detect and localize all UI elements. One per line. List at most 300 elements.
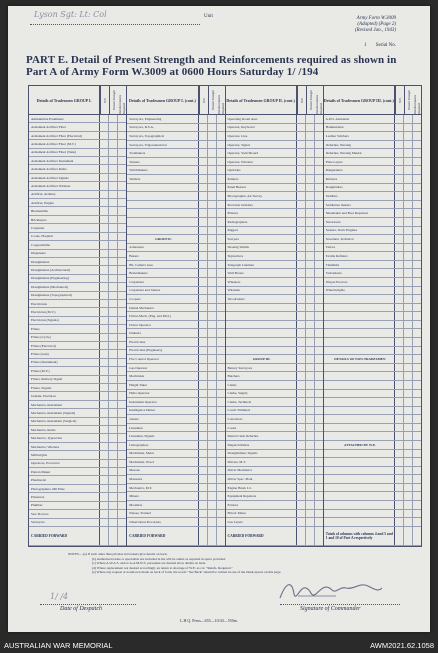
entry-cell[interactable] — [100, 300, 109, 307]
entry-cell[interactable] — [208, 527, 217, 545]
entry-cell[interactable] — [199, 201, 208, 209]
entry-cell[interactable] — [306, 329, 315, 337]
entry-cell[interactable] — [315, 407, 323, 415]
entry-cell[interactable] — [217, 450, 225, 458]
entry-cell[interactable] — [413, 510, 421, 518]
entry-cell[interactable] — [315, 441, 323, 449]
entry-cell[interactable] — [217, 467, 225, 475]
entry-cell[interactable] — [404, 175, 413, 183]
entry-cell[interactable] — [297, 158, 306, 166]
entry-cell[interactable] — [118, 241, 126, 248]
entry-cell[interactable] — [413, 329, 421, 337]
entry-cell[interactable] — [395, 166, 404, 174]
entry-cell[interactable] — [109, 115, 118, 122]
entry-cell[interactable] — [395, 218, 404, 226]
entry-cell[interactable] — [100, 460, 109, 467]
entry-cell[interactable] — [199, 441, 208, 449]
entry-cell[interactable] — [100, 325, 109, 332]
entry-cell[interactable] — [109, 409, 118, 416]
entry-cell[interactable] — [208, 192, 217, 200]
entry-cell[interactable] — [315, 355, 323, 363]
entry-cell[interactable] — [315, 201, 323, 209]
entry-cell[interactable] — [404, 149, 413, 157]
entry-cell[interactable] — [404, 381, 413, 389]
entry-cell[interactable] — [297, 432, 306, 440]
entry-cell[interactable] — [306, 158, 315, 166]
entry-cell[interactable] — [297, 467, 306, 475]
entry-cell[interactable] — [118, 216, 126, 223]
entry-cell[interactable] — [404, 287, 413, 295]
entry-cell[interactable] — [404, 492, 413, 500]
entry-cell[interactable] — [315, 372, 323, 380]
entry-cell[interactable] — [306, 510, 315, 518]
entry-cell[interactable] — [315, 492, 323, 500]
entry-cell[interactable] — [306, 201, 315, 209]
entry-cell[interactable] — [118, 519, 126, 526]
entry-cell[interactable] — [306, 390, 315, 398]
entry-cell[interactable] — [217, 518, 225, 526]
entry-cell[interactable] — [297, 184, 306, 192]
entry-cell[interactable] — [404, 158, 413, 166]
entry-cell[interactable] — [306, 518, 315, 526]
entry-cell[interactable] — [100, 123, 109, 130]
entry-cell[interactable] — [297, 115, 306, 123]
entry-cell[interactable] — [315, 338, 323, 346]
entry-cell[interactable] — [100, 266, 109, 273]
entry-cell[interactable] — [395, 407, 404, 415]
entry-cell[interactable] — [395, 450, 404, 458]
entry-cell[interactable] — [404, 166, 413, 174]
entry-cell[interactable] — [404, 518, 413, 526]
entry-cell[interactable] — [208, 321, 217, 329]
entry-cell[interactable] — [208, 347, 217, 355]
entry-cell[interactable] — [100, 376, 109, 383]
entry-cell[interactable] — [208, 398, 217, 406]
entry-cell[interactable] — [208, 269, 217, 277]
entry-cell[interactable] — [100, 308, 109, 315]
entry-cell[interactable] — [199, 355, 208, 363]
entry-cell[interactable] — [217, 432, 225, 440]
entry-cell[interactable] — [208, 227, 217, 235]
entry-cell[interactable] — [217, 364, 225, 372]
entry-cell[interactable] — [217, 115, 225, 123]
entry-cell[interactable] — [297, 372, 306, 380]
entry-cell[interactable] — [297, 338, 306, 346]
entry-cell[interactable] — [413, 518, 421, 526]
entry-cell[interactable] — [395, 304, 404, 312]
entry-cell[interactable] — [404, 295, 413, 303]
entry-cell[interactable] — [395, 467, 404, 475]
entry-cell[interactable] — [404, 432, 413, 440]
entry-cell[interactable] — [109, 140, 118, 147]
entry-cell[interactable] — [297, 278, 306, 286]
entry-cell[interactable] — [306, 278, 315, 286]
entry-cell[interactable] — [395, 321, 404, 329]
entry-cell[interactable] — [208, 364, 217, 372]
entry-cell[interactable] — [306, 124, 315, 132]
entry-cell[interactable] — [217, 304, 225, 312]
entry-cell[interactable] — [109, 367, 118, 374]
entry-cell[interactable] — [297, 141, 306, 149]
entry-cell[interactable] — [100, 241, 109, 248]
entry-cell[interactable] — [109, 485, 118, 492]
entry-cell[interactable] — [306, 209, 315, 217]
entry-cell[interactable] — [100, 434, 109, 441]
entry-cell[interactable] — [315, 141, 323, 149]
entry-cell[interactable] — [118, 384, 126, 391]
entry-cell[interactable] — [100, 510, 109, 517]
entry-cell[interactable] — [404, 347, 413, 355]
entry-cell[interactable] — [100, 519, 109, 526]
entry-cell[interactable] — [109, 527, 118, 545]
entry-cell[interactable] — [217, 295, 225, 303]
entry-cell[interactable] — [208, 201, 217, 209]
entry-cell[interactable] — [217, 252, 225, 260]
entry-cell[interactable] — [118, 367, 126, 374]
entry-cell[interactable] — [118, 275, 126, 282]
entry-cell[interactable] — [297, 518, 306, 526]
entry-cell[interactable] — [395, 124, 404, 132]
entry-cell[interactable] — [413, 201, 421, 209]
entry-cell[interactable] — [413, 527, 421, 545]
entry-cell[interactable] — [404, 390, 413, 398]
entry-cell[interactable] — [413, 467, 421, 475]
entry-cell[interactable] — [315, 261, 323, 269]
entry-cell[interactable] — [413, 115, 421, 123]
entry-cell[interactable] — [404, 261, 413, 269]
entry-cell[interactable] — [297, 209, 306, 217]
entry-cell[interactable] — [395, 458, 404, 466]
entry-cell[interactable] — [297, 218, 306, 226]
entry-cell[interactable] — [315, 278, 323, 286]
entry-cell[interactable] — [199, 338, 208, 346]
entry-cell[interactable] — [315, 432, 323, 440]
entry-cell[interactable] — [315, 501, 323, 509]
entry-cell[interactable] — [315, 115, 323, 123]
entry-cell[interactable] — [404, 338, 413, 346]
entry-cell[interactable] — [199, 304, 208, 312]
entry-cell[interactable] — [395, 175, 404, 183]
entry-cell[interactable] — [413, 141, 421, 149]
entry-cell[interactable] — [208, 475, 217, 483]
entry-cell[interactable] — [109, 149, 118, 156]
entry-cell[interactable] — [109, 384, 118, 391]
entry-cell[interactable] — [199, 347, 208, 355]
entry-cell[interactable] — [404, 269, 413, 277]
entry-cell[interactable] — [306, 424, 315, 432]
entry-cell[interactable] — [297, 269, 306, 277]
entry-cell[interactable] — [297, 252, 306, 260]
entry-cell[interactable] — [306, 501, 315, 509]
entry-cell[interactable] — [395, 312, 404, 320]
entry-cell[interactable] — [315, 158, 323, 166]
entry-cell[interactable] — [208, 175, 217, 183]
entry-cell[interactable] — [306, 261, 315, 269]
entry-cell[interactable] — [109, 250, 118, 257]
entry-cell[interactable] — [109, 502, 118, 509]
entry-cell[interactable] — [100, 224, 109, 231]
entry-cell[interactable] — [199, 432, 208, 440]
entry-cell[interactable] — [306, 321, 315, 329]
entry-cell[interactable] — [199, 372, 208, 380]
entry-cell[interactable] — [199, 132, 208, 140]
entry-cell[interactable] — [413, 278, 421, 286]
entry-cell[interactable] — [306, 132, 315, 140]
entry-cell[interactable] — [217, 158, 225, 166]
entry-cell[interactable] — [395, 261, 404, 269]
entry-cell[interactable] — [404, 501, 413, 509]
entry-cell[interactable] — [118, 266, 126, 273]
entry-cell[interactable] — [109, 157, 118, 164]
entry-cell[interactable] — [199, 527, 208, 545]
entry-cell[interactable] — [199, 424, 208, 432]
entry-cell[interactable] — [217, 141, 225, 149]
entry-cell[interactable] — [109, 123, 118, 130]
entry-cell[interactable] — [199, 166, 208, 174]
entry-cell[interactable] — [109, 224, 118, 231]
entry-cell[interactable] — [100, 283, 109, 290]
entry-cell[interactable] — [109, 426, 118, 433]
entry-cell[interactable] — [217, 510, 225, 518]
entry-cell[interactable] — [413, 184, 421, 192]
entry-cell[interactable] — [297, 166, 306, 174]
entry-cell[interactable] — [208, 287, 217, 295]
entry-cell[interactable] — [118, 317, 126, 324]
entry-cell[interactable] — [100, 157, 109, 164]
entry-cell[interactable] — [413, 166, 421, 174]
entry-cell[interactable] — [109, 342, 118, 349]
entry-cell[interactable] — [315, 398, 323, 406]
entry-cell[interactable] — [208, 467, 217, 475]
entry-cell[interactable] — [297, 484, 306, 492]
entry-cell[interactable] — [315, 218, 323, 226]
entry-cell[interactable] — [306, 235, 315, 243]
entry-cell[interactable] — [100, 182, 109, 189]
entry-cell[interactable] — [217, 527, 225, 545]
entry-cell[interactable] — [315, 166, 323, 174]
entry-cell[interactable] — [217, 244, 225, 252]
entry-cell[interactable] — [199, 381, 208, 389]
entry-cell[interactable] — [413, 432, 421, 440]
entry-cell[interactable] — [315, 287, 323, 295]
entry-cell[interactable] — [297, 132, 306, 140]
entry-cell[interactable] — [199, 244, 208, 252]
entry-cell[interactable] — [109, 376, 118, 383]
entry-cell[interactable] — [306, 484, 315, 492]
entry-cell[interactable] — [109, 275, 118, 282]
entry-cell[interactable] — [395, 381, 404, 389]
entry-cell[interactable] — [306, 218, 315, 226]
entry-cell[interactable] — [118, 451, 126, 458]
entry-cell[interactable] — [100, 502, 109, 509]
entry-cell[interactable] — [100, 233, 109, 240]
entry-cell[interactable] — [413, 312, 421, 320]
entry-cell[interactable] — [208, 381, 217, 389]
entry-cell[interactable] — [208, 141, 217, 149]
entry-cell[interactable] — [315, 235, 323, 243]
entry-cell[interactable] — [199, 329, 208, 337]
entry-cell[interactable] — [199, 364, 208, 372]
entry-cell[interactable] — [199, 149, 208, 157]
entry-cell[interactable] — [297, 287, 306, 295]
entry-cell[interactable] — [100, 384, 109, 391]
entry-cell[interactable] — [315, 269, 323, 277]
entry-cell[interactable] — [217, 227, 225, 235]
entry-cell[interactable] — [413, 492, 421, 500]
entry-cell[interactable] — [118, 342, 126, 349]
entry-cell[interactable] — [315, 450, 323, 458]
entry-cell[interactable] — [118, 468, 126, 475]
entry-cell[interactable] — [404, 312, 413, 320]
entry-cell[interactable] — [413, 347, 421, 355]
entry-cell[interactable] — [413, 390, 421, 398]
entry-cell[interactable] — [118, 443, 126, 450]
entry-cell[interactable] — [217, 338, 225, 346]
entry-cell[interactable] — [413, 252, 421, 260]
entry-cell[interactable] — [297, 407, 306, 415]
entry-cell[interactable] — [118, 283, 126, 290]
entry-cell[interactable] — [217, 458, 225, 466]
entry-cell[interactable] — [109, 292, 118, 299]
entry-cell[interactable] — [297, 124, 306, 132]
entry-cell[interactable] — [208, 278, 217, 286]
entry-cell[interactable] — [100, 149, 109, 156]
entry-cell[interactable] — [208, 252, 217, 260]
entry-cell[interactable] — [118, 149, 126, 156]
entry-cell[interactable] — [199, 218, 208, 226]
entry-cell[interactable] — [208, 132, 217, 140]
entry-cell[interactable] — [413, 149, 421, 157]
entry-cell[interactable] — [109, 468, 118, 475]
entry-cell[interactable] — [395, 329, 404, 337]
entry-cell[interactable] — [315, 304, 323, 312]
entry-cell[interactable] — [404, 364, 413, 372]
entry-cell[interactable] — [413, 287, 421, 295]
entry-cell[interactable] — [118, 115, 126, 122]
entry-cell[interactable] — [208, 432, 217, 440]
entry-cell[interactable] — [306, 355, 315, 363]
entry-cell[interactable] — [315, 424, 323, 432]
entry-cell[interactable] — [315, 381, 323, 389]
entry-cell[interactable] — [413, 321, 421, 329]
entry-cell[interactable] — [118, 350, 126, 357]
entry-cell[interactable] — [109, 191, 118, 198]
entry-cell[interactable] — [109, 460, 118, 467]
entry-cell[interactable] — [315, 184, 323, 192]
entry-cell[interactable] — [315, 252, 323, 260]
entry-cell[interactable] — [109, 401, 118, 408]
entry-cell[interactable] — [413, 192, 421, 200]
entry-cell[interactable] — [208, 390, 217, 398]
entry-cell[interactable] — [297, 175, 306, 183]
entry-cell[interactable] — [395, 510, 404, 518]
entry-cell[interactable] — [297, 501, 306, 509]
entry-cell[interactable] — [404, 467, 413, 475]
entry-cell[interactable] — [208, 304, 217, 312]
entry-cell[interactable] — [100, 199, 109, 206]
entry-cell[interactable] — [100, 468, 109, 475]
entry-cell[interactable] — [315, 209, 323, 217]
entry-cell[interactable] — [315, 510, 323, 518]
entry-cell[interactable] — [306, 475, 315, 483]
entry-cell[interactable] — [297, 441, 306, 449]
entry-cell[interactable] — [199, 261, 208, 269]
entry-cell[interactable] — [306, 252, 315, 260]
entry-cell[interactable] — [395, 355, 404, 363]
entry-cell[interactable] — [404, 527, 413, 545]
entry-cell[interactable] — [315, 244, 323, 252]
entry-cell[interactable] — [118, 224, 126, 231]
entry-cell[interactable] — [315, 484, 323, 492]
entry-cell[interactable] — [109, 317, 118, 324]
entry-cell[interactable] — [109, 165, 118, 172]
entry-cell[interactable] — [109, 392, 118, 399]
entry-cell[interactable] — [413, 475, 421, 483]
entry-cell[interactable] — [395, 372, 404, 380]
entry-cell[interactable] — [208, 158, 217, 166]
entry-cell[interactable] — [217, 398, 225, 406]
entry-cell[interactable] — [315, 364, 323, 372]
entry-cell[interactable] — [404, 141, 413, 149]
entry-cell[interactable] — [297, 227, 306, 235]
entry-cell[interactable] — [100, 392, 109, 399]
entry-cell[interactable] — [118, 182, 126, 189]
entry-cell[interactable] — [109, 325, 118, 332]
entry-cell[interactable] — [404, 209, 413, 217]
entry-cell[interactable] — [413, 355, 421, 363]
entry-cell[interactable] — [395, 278, 404, 286]
entry-cell[interactable] — [395, 201, 404, 209]
entry-cell[interactable] — [306, 244, 315, 252]
entry-cell[interactable] — [208, 329, 217, 337]
entry-cell[interactable] — [306, 458, 315, 466]
entry-cell[interactable] — [297, 415, 306, 423]
entry-cell[interactable] — [118, 250, 126, 257]
entry-cell[interactable] — [100, 476, 109, 483]
entry-cell[interactable] — [395, 501, 404, 509]
entry-cell[interactable] — [217, 235, 225, 243]
entry-cell[interactable] — [100, 292, 109, 299]
entry-cell[interactable] — [306, 312, 315, 320]
entry-cell[interactable] — [118, 233, 126, 240]
entry-cell[interactable] — [100, 258, 109, 265]
entry-cell[interactable] — [306, 347, 315, 355]
entry-cell[interactable] — [306, 192, 315, 200]
entry-cell[interactable] — [306, 407, 315, 415]
entry-cell[interactable] — [306, 492, 315, 500]
entry-cell[interactable] — [395, 518, 404, 526]
entry-cell[interactable] — [404, 458, 413, 466]
entry-cell[interactable] — [217, 475, 225, 483]
entry-cell[interactable] — [413, 424, 421, 432]
entry-cell[interactable] — [315, 527, 323, 545]
entry-cell[interactable] — [208, 244, 217, 252]
entry-cell[interactable] — [315, 192, 323, 200]
entry-cell[interactable] — [208, 450, 217, 458]
entry-cell[interactable] — [306, 304, 315, 312]
entry-cell[interactable] — [208, 501, 217, 509]
entry-cell[interactable] — [199, 115, 208, 123]
entry-cell[interactable] — [217, 261, 225, 269]
entry-cell[interactable] — [217, 355, 225, 363]
entry-cell[interactable] — [306, 184, 315, 192]
entry-cell[interactable] — [404, 218, 413, 226]
entry-cell[interactable] — [395, 347, 404, 355]
entry-cell[interactable] — [118, 426, 126, 433]
entry-cell[interactable] — [217, 175, 225, 183]
entry-cell[interactable] — [315, 321, 323, 329]
entry-cell[interactable] — [297, 347, 306, 355]
